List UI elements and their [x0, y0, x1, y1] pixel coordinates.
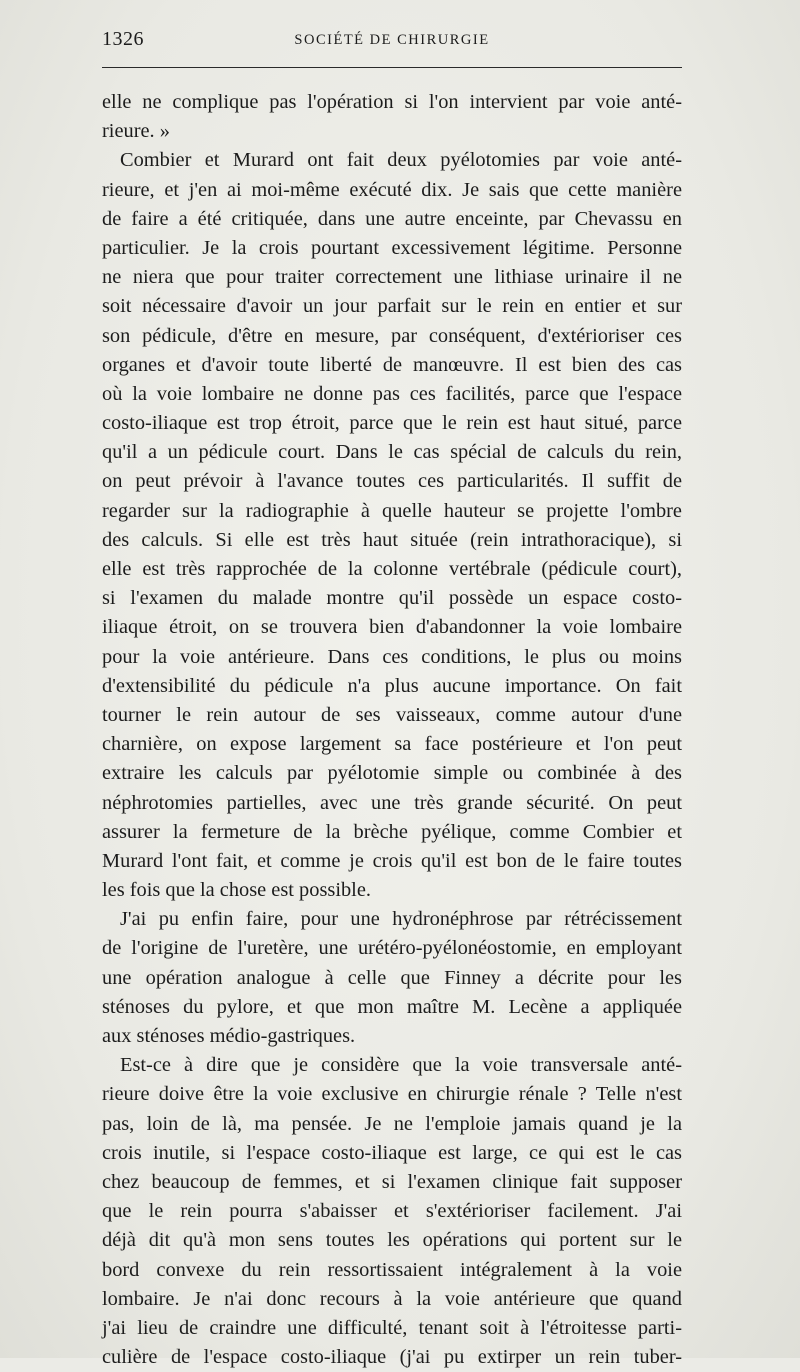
body-text: [102, 88, 682, 1372]
text-line: Combier et Murard ont fait deux pyélotomies par voie anté-: [120, 149, 682, 172]
text-line: crois inutile, si l'espace costo-iliaque est large, ce qui est le cas: [102, 1141, 682, 1164]
text-line: bord convexe du rein ressortissaient intégralement à la voie: [102, 1258, 682, 1281]
text-line: qu'il a un pédicule court. Dans le cas spécial de calculs du rein,: [102, 441, 682, 464]
page-header: [102, 28, 682, 52]
text-line: tourner le rein autour de ses vaisseaux, comme autour d'une: [102, 703, 682, 726]
text-line: extraire les calculs par pyélotomie simple ou combinée à des: [102, 762, 682, 785]
text-line: néphrotomies partielles, avec une très grande sécurité. On peut: [102, 791, 682, 814]
text-line: iliaque étroit, on se trouvera bien d'abandonner la voie lombaire: [102, 616, 682, 639]
text-line: sténoses du pylore, et que mon maître M. Lecène a appliquée: [102, 995, 682, 1018]
text-line: d'extensibilité du pédicule n'a plus aucune importance. On fait: [102, 674, 682, 697]
text-line: si l'examen du malade montre qu'il possède un espace costo-: [102, 587, 682, 610]
text-line: de l'origine de l'uretère, une urétéro-pyélonéostomie, en employant: [102, 937, 682, 960]
text-line: les fois que la chose est possible.: [102, 879, 371, 902]
text-line: on peut prévoir à l'avance toutes ces particularités. Il suffit de: [102, 470, 682, 493]
text-line: ne niera que pour traiter correctement une lithiase urinaire il ne: [102, 266, 682, 289]
text-line: une opération analogue à celle que Finney a décrite pour les: [102, 966, 682, 989]
text-line: culière de l'espace costo-iliaque (j'ai pu extirper un rein tuber-: [102, 1346, 682, 1369]
page-number: 1326: [102, 28, 144, 50]
text-line: aux sténoses médio-gastriques.: [102, 1025, 356, 1047]
text-line: où la voie lombaire ne donne pas ces facilités, parce que l'espace: [102, 382, 682, 405]
text-line: de faire a été critiquée, dans une autre enceinte, par Chevassu en: [102, 207, 682, 230]
text-line: son pédicule, d'être en mesure, par conséquent, d'extérioriser ces: [102, 324, 682, 347]
text-line: costo-iliaque est trop étroit, parce que le rein est haut situé, parce: [102, 412, 682, 435]
text-line: Est-ce à dire que je considère que la voie transversale anté-: [120, 1054, 682, 1077]
paragraph: [102, 905, 682, 1051]
text-line: soit nécessaire d'avoir un jour parfait sur le rein en entier et sur: [102, 295, 682, 318]
text-line: pour la voie antérieure. Dans ces conditions, le plus ou moins: [102, 645, 682, 668]
text-line: regarder sur la radiographie à quelle hauteur se projette l'ombre: [102, 499, 682, 522]
text-line: rieure doive être la voie exclusive en chirurgie rénale ? Telle n'est: [102, 1083, 682, 1106]
paragraph: [102, 88, 682, 146]
text-line: Murard l'ont fait, et comme je crois qu'il est bon de le faire toutes: [102, 849, 682, 872]
text-line: chez beaucoup de femmes, et si l'examen clinique fait supposer: [102, 1170, 682, 1193]
text-line: rieure, et j'en ai moi-même exécuté dix. Je sais que cette manière: [102, 178, 682, 201]
text-line: pas, loin de là, ma pensée. Je ne l'emploie jamais quand je la: [102, 1112, 682, 1135]
text-line: elle ne complique pas l'opération si l'on intervient par voie anté-: [102, 91, 682, 113]
header-rule: [102, 67, 682, 68]
text-line: lombaire. Je n'ai donc recours à la voie antérieure que quand: [102, 1287, 682, 1310]
text-line: j'ai lieu de craindre une difficulté, tenant soit à l'étroitesse parti-: [102, 1316, 682, 1339]
running-head: SOCIÉTÉ DE CHIRURGIE: [294, 32, 490, 48]
text-line: particulier. Je la crois pourtant excessivement légitime. Personne: [102, 236, 682, 259]
text-line: des calculs. Si elle est très haut située (rein intrathoracique), si: [102, 528, 682, 551]
text-line: organes et d'avoir toute liberté de manœuvre. Il est bien des cas: [102, 353, 682, 376]
text-line: assurer la fermeture de la brèche pyélique, comme Combier et: [102, 820, 682, 843]
text-line: charnière, on expose largement sa face postérieure et l'on peut: [102, 733, 682, 756]
text-line: rieure. »: [102, 120, 170, 143]
text-line: elle est très rapprochée de la colonne vertébrale (pédicule court),: [102, 558, 682, 580]
text-line: que le rein pourra s'abaisser et s'extérioriser facilement. J'ai: [102, 1200, 682, 1223]
paragraph: [102, 1051, 682, 1372]
text-line: déjà dit qu'à mon sens toutes les opérations qui portent sur le: [102, 1229, 682, 1252]
text-line: J'ai pu enfin faire, pour une hydronéphrose par rétrécissement: [120, 908, 682, 931]
paragraph: [102, 146, 682, 905]
